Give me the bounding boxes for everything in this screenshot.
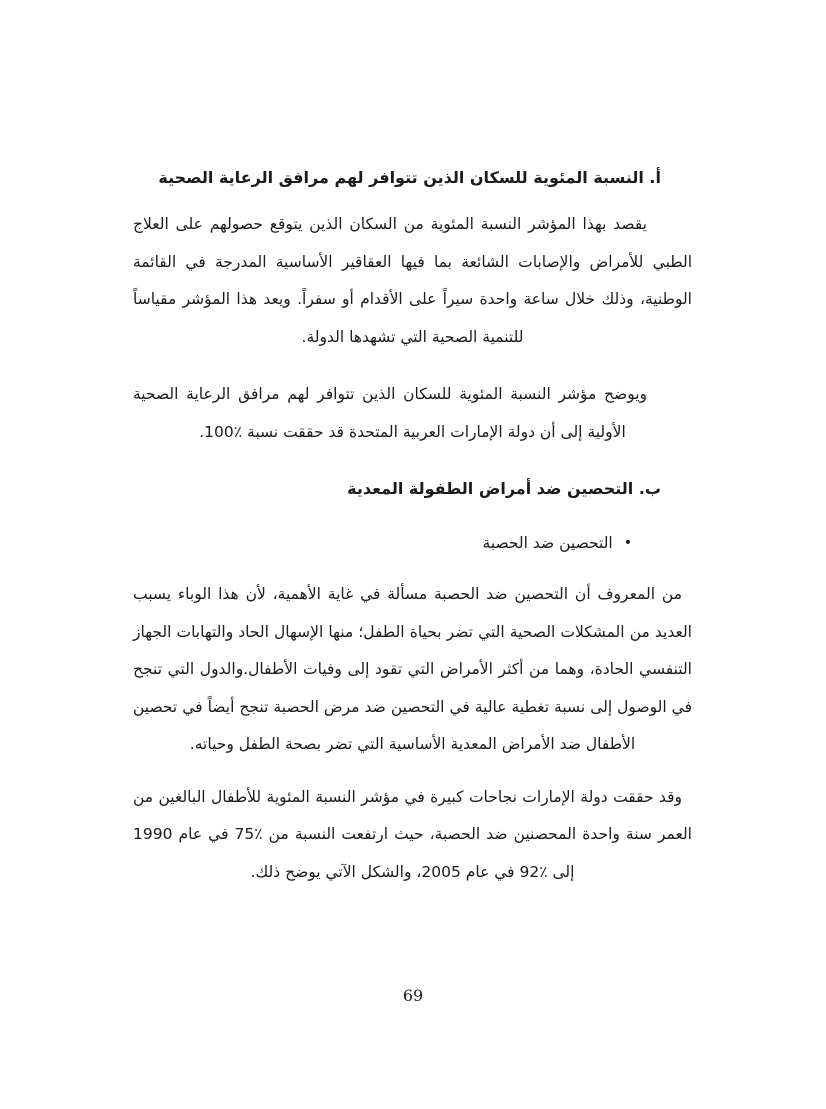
- bullet-item-measles: [133, 528, 692, 558]
- paragraph-uae-achievements: وقد حققت دولة الإمارات نجاحات كبيرة في مؤشر النسبة المئوية للأطفال البالغين من العمر سنة واحدة المحصنين ضد الحصبة، حيث ارتفعت النسبة من ٪75 في عام 1990 إلى ٪92 في عام 2005، والشكل الآتي يوضح ذلك.: [133, 787, 692, 881]
- page-number: 69: [402, 986, 424, 1005]
- section-heading-b: ب. التحصين ضد أمراض الطفولة المعدية: [347, 479, 661, 498]
- section-heading-a: أ. النسبة المئوية للسكان الذين تتوافر لهم مرافق الرعاية الصحية: [158, 168, 661, 187]
- paragraph-uae-100-percent: ويوضح مؤشر النسبة المئوية للسكان الذين تتوافر لهم مرافق الرعاية الصحية الأولية إلى أن دولة الإمارات العربية المتحدة قد حققت نسبة ٪100.: [133, 385, 647, 441]
- bullet-icon: •: [623, 535, 632, 551]
- page-content: [133, 163, 692, 891]
- paragraph-measles-importance: من المعروف أن التحصين ضد الحصبة مسألة في غاية الأهمية، لأن هذا الوباء يسبب العديد من المشكلات الصحية التي تضر بحياة الطفل؛ منها الإسهال الحاد والتهابات الجهاز التنفسي الحادة، وهما من أكثر الأمراض التي تقود إلى وفيات الأطفال.والدول التي تنجح في الوصول إلى نسبة تغطية عالية في التحصين ضد مرض الحصبة تنجح أيضاً في تحصين الأطفال ضد الأمراض المعدية الأساسية التي تضر بصحة الطفل وحياته.: [133, 585, 692, 753]
- bullet-label: التحصين ضد الحصبة: [482, 534, 613, 552]
- paragraph-indicator-definition: يقصد بهذا المؤشر النسبة المئوية من السكان الذين يتوقع حصولهم على العلاج الطبي للأمراض والإصابات الشائعة بما فيها العقاقير الأساسية المدرجة في القائمة الوطنية، وذلك خلال ساعة واحدة سيراً على الأقدام أو سفراً. ويعد هذا المؤشر مقياساً للتنمية الصحية التي تشهدها الدولة.: [133, 215, 692, 346]
